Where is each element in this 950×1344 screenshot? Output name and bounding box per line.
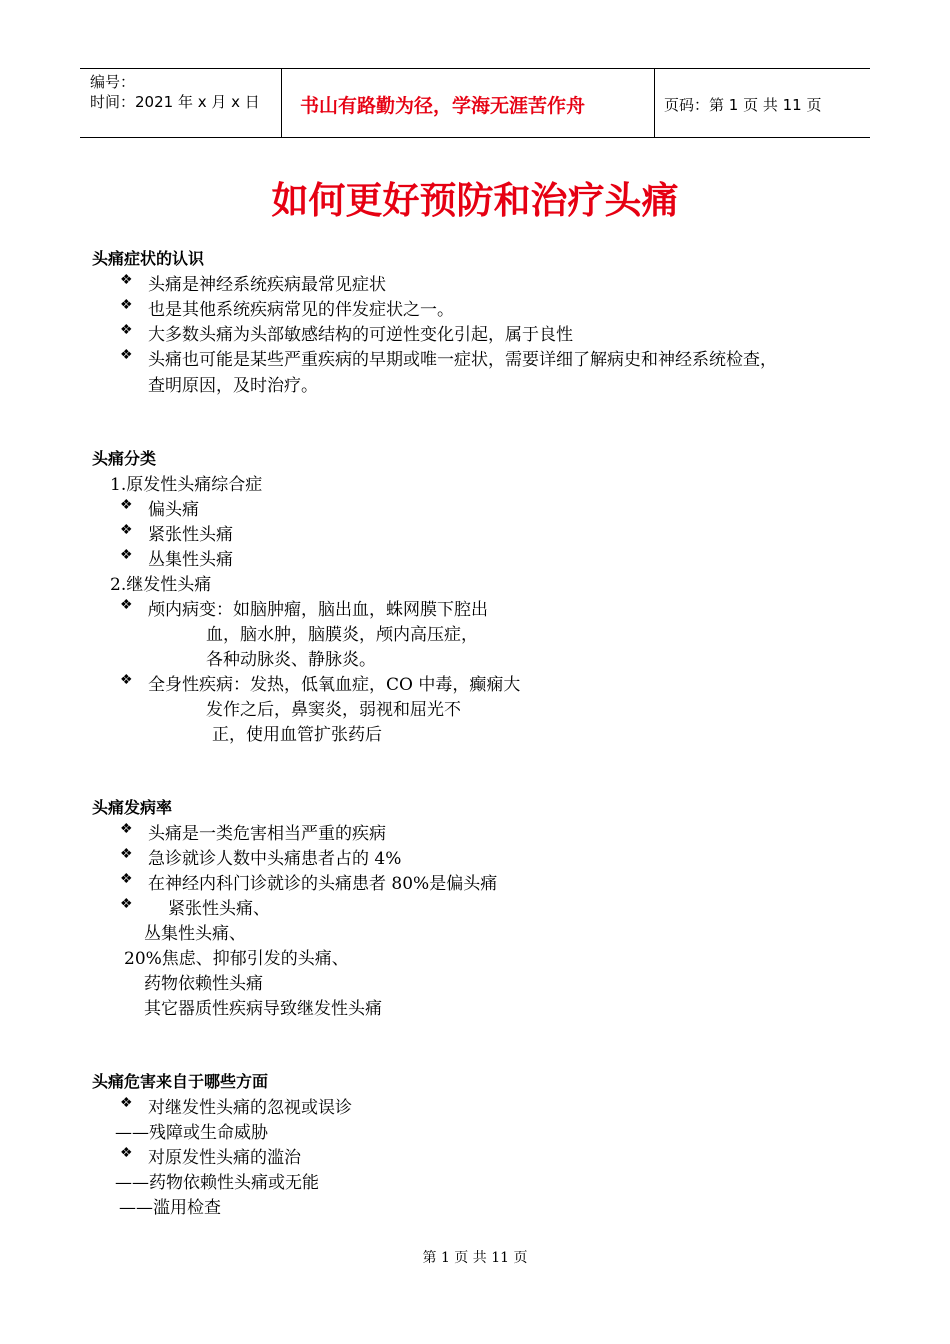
bullet-icon: ❖ <box>120 547 133 563</box>
document-title: 如何更好预防和治疗头痛 <box>271 178 679 222</box>
header-divider <box>281 69 282 137</box>
page-footer: 第 1 页 共 11 页 <box>422 1250 528 1266</box>
section-heading: 头痛危害来自于哪些方面 <box>92 1072 269 1091</box>
list-item: 对继发性头痛的忽视或误诊 <box>148 1098 352 1118</box>
list-item-continuation: ——药物依赖性头痛或无能 <box>115 1173 319 1193</box>
list-item: 头痛是一类危害相当严重的疾病 <box>148 824 386 844</box>
bullet-icon: ❖ <box>120 322 133 338</box>
section-heading: 头痛发病率 <box>92 798 173 817</box>
list-item-continuation: ——残障或生命威胁 <box>115 1123 268 1143</box>
list-item: 也是其他系统疾病常见的伴发症状之一。 <box>148 300 454 320</box>
header-page-label: 页码：第 1 页 共 11 页 <box>664 96 822 114</box>
bullet-icon: ❖ <box>120 597 133 613</box>
list-item: 紧张性头痛、 <box>168 899 270 919</box>
list-item: 急诊就诊人数中头痛患者占的 4% <box>148 849 402 869</box>
bullet-icon: ❖ <box>120 1145 133 1161</box>
list-item-continuation: 正，使用血管扩张药后 <box>212 725 382 745</box>
list-item: 颅内病变：如脑肿瘤，脑出血，蛛网膜下腔出 <box>148 600 488 620</box>
bullet-icon: ❖ <box>120 846 133 862</box>
list-item: 全身性疾病：发热，低氧血症，CO 中毒，癫痫大 <box>148 675 521 695</box>
bullet-icon: ❖ <box>120 297 133 313</box>
bullet-icon: ❖ <box>120 672 133 688</box>
list-item-continuation: 发作之后，鼻窦炎，弱视和屈光不 <box>206 700 461 720</box>
bullet-icon: ❖ <box>120 821 133 837</box>
section-heading: 头痛症状的认识 <box>92 249 205 268</box>
list-item-continuation: ——滥用检查 <box>119 1198 221 1218</box>
list-item: 紧张性头痛 <box>148 525 233 545</box>
list-item-continuation: 药物依赖性头痛 <box>144 974 263 994</box>
bullet-icon: ❖ <box>120 497 133 513</box>
list-item-continuation: 20%焦虑、抑郁引发的头痛、 <box>124 949 349 969</box>
list-item: 对原发性头痛的滥治 <box>148 1148 301 1168</box>
list-item-continuation: 血，脑水肿，脑膜炎，颅内高压症， <box>206 625 478 645</box>
list-item: 1.原发性头痛综合症 <box>110 475 263 495</box>
list-item: 偏头痛 <box>148 500 199 520</box>
header-motto: 书山有路勤为径，学海无涯苦作舟 <box>300 95 586 117</box>
list-item: 大多数头痛为头部敏感结构的可逆性变化引起，属于良性 <box>148 325 573 345</box>
header-divider <box>654 69 655 137</box>
bullet-icon: ❖ <box>120 871 133 887</box>
list-item-continuation: 查明原因，及时治疗。 <box>148 376 318 396</box>
list-item-continuation: 各种动脉炎、静脉炎。 <box>206 650 376 670</box>
bullet-icon: ❖ <box>120 272 133 288</box>
bullet-icon: ❖ <box>120 896 133 912</box>
list-item: 在神经内科门诊就诊的头痛患者 80%是偏头痛 <box>148 874 498 894</box>
list-item: 2.继发性头痛 <box>110 575 212 595</box>
bullet-icon: ❖ <box>120 1095 133 1111</box>
list-item: 头痛是神经系统疾病最常见症状 <box>148 275 386 295</box>
document-time-label: 时间：2021 年 x 月 x 日 <box>90 93 260 111</box>
header-table <box>80 68 870 138</box>
list-item: 丛集性头痛 <box>148 550 233 570</box>
bullet-icon: ❖ <box>120 522 133 538</box>
list-item-continuation: 丛集性头痛、 <box>144 924 246 944</box>
section-heading: 头痛分类 <box>92 449 157 468</box>
document-code-label: 编号： <box>90 73 136 91</box>
list-item-continuation: 其它器质性疾病导致继发性头痛 <box>144 999 382 1019</box>
bullet-icon: ❖ <box>120 347 133 363</box>
list-item: 头痛也可能是某些严重疾病的早期或唯一症状，需要详细了解病史和神经系统检查， <box>148 350 777 370</box>
